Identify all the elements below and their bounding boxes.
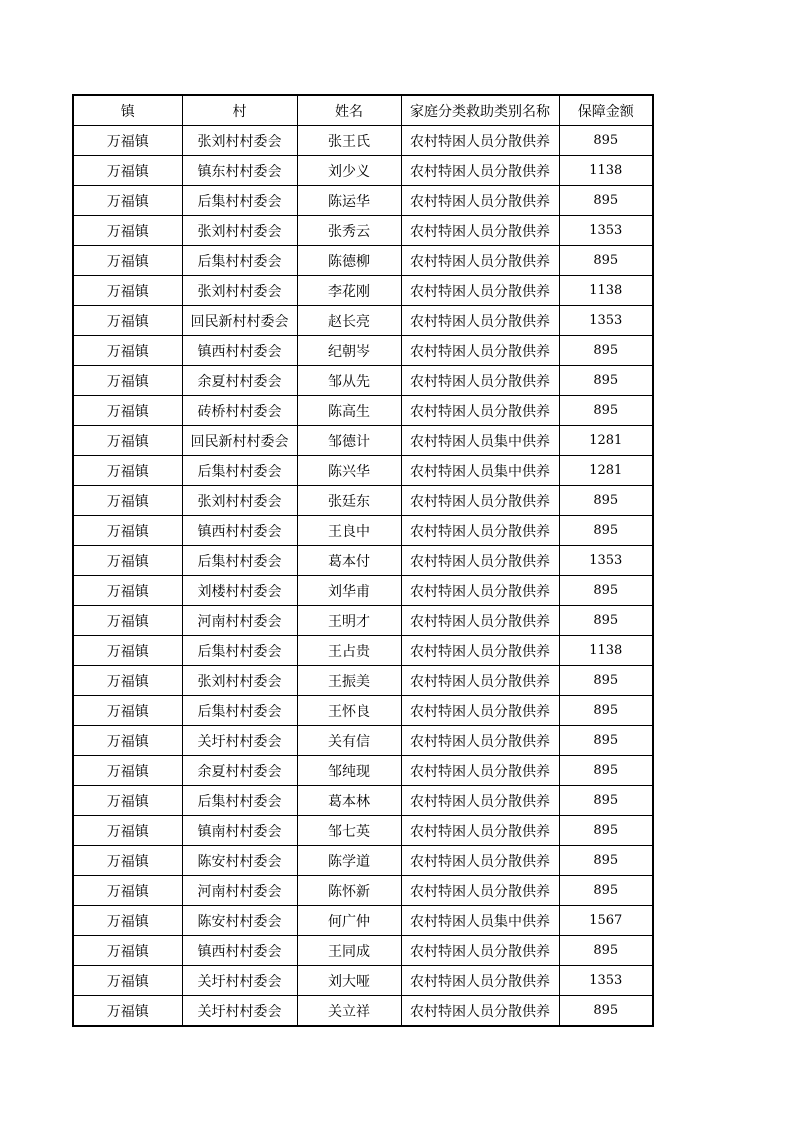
- cell-town: 万福镇: [73, 606, 182, 636]
- cell-category: 农村特困人员分散供养: [401, 666, 559, 696]
- cell-category: 农村特困人员分散供养: [401, 966, 559, 996]
- cell-name: 关立祥: [297, 996, 401, 1027]
- cell-village: 后集村村委会: [182, 696, 297, 726]
- cell-category: 农村特困人员分散供养: [401, 216, 559, 246]
- cell-name: 陈怀新: [297, 876, 401, 906]
- cell-town: 万福镇: [73, 486, 182, 516]
- cell-town: 万福镇: [73, 756, 182, 786]
- cell-category: 农村特困人员分散供养: [401, 486, 559, 516]
- cell-town: 万福镇: [73, 516, 182, 546]
- cell-village: 陈安村村委会: [182, 906, 297, 936]
- table-row: [73, 486, 653, 516]
- cell-village: 河南村村委会: [182, 606, 297, 636]
- cell-village: 张刘村村委会: [182, 126, 297, 156]
- cell-amount: 1138: [559, 276, 653, 306]
- cell-name: 张王氏: [297, 126, 401, 156]
- table-row: [73, 426, 653, 456]
- cell-village: 张刘村村委会: [182, 666, 297, 696]
- cell-amount: 1353: [559, 966, 653, 996]
- cell-amount: 895: [559, 816, 653, 846]
- header-amount: 保障金额: [559, 95, 653, 126]
- cell-name: 刘华甫: [297, 576, 401, 606]
- cell-town: 万福镇: [73, 996, 182, 1027]
- table-row: [73, 666, 653, 696]
- cell-village: 陈安村村委会: [182, 846, 297, 876]
- cell-category: 农村特困人员分散供养: [401, 186, 559, 216]
- cell-village: 后集村村委会: [182, 456, 297, 486]
- cell-village: 后集村村委会: [182, 246, 297, 276]
- cell-amount: 895: [559, 366, 653, 396]
- cell-name: 王怀良: [297, 696, 401, 726]
- table-row: [73, 576, 653, 606]
- table-row: [73, 516, 653, 546]
- table-row: [73, 786, 653, 816]
- cell-category: 农村特困人员集中供养: [401, 906, 559, 936]
- cell-town: 万福镇: [73, 396, 182, 426]
- cell-town: 万福镇: [73, 696, 182, 726]
- table-header-row: [73, 95, 653, 126]
- table-row: [73, 396, 653, 426]
- cell-name: 刘大哑: [297, 966, 401, 996]
- cell-town: 万福镇: [73, 966, 182, 996]
- cell-name: 赵长亮: [297, 306, 401, 336]
- cell-category: 农村特困人员分散供养: [401, 696, 559, 726]
- table-row: [73, 636, 653, 666]
- cell-name: 张秀云: [297, 216, 401, 246]
- cell-name: 王同成: [297, 936, 401, 966]
- cell-amount: 895: [559, 876, 653, 906]
- cell-village: 回民新村村委会: [182, 306, 297, 336]
- cell-village: 镇西村村委会: [182, 936, 297, 966]
- cell-name: 邹纯现: [297, 756, 401, 786]
- table-row: [73, 156, 653, 186]
- cell-category: 农村特困人员分散供养: [401, 276, 559, 306]
- cell-village: 镇西村村委会: [182, 516, 297, 546]
- cell-amount: 895: [559, 846, 653, 876]
- cell-name: 葛本林: [297, 786, 401, 816]
- cell-amount: 895: [559, 486, 653, 516]
- cell-amount: 1138: [559, 156, 653, 186]
- cell-town: 万福镇: [73, 846, 182, 876]
- cell-village: 后集村村委会: [182, 636, 297, 666]
- cell-name: 王占贵: [297, 636, 401, 666]
- cell-town: 万福镇: [73, 666, 182, 696]
- cell-name: 张廷东: [297, 486, 401, 516]
- cell-name: 陈学道: [297, 846, 401, 876]
- cell-category: 农村特困人员分散供养: [401, 336, 559, 366]
- cell-town: 万福镇: [73, 186, 182, 216]
- table-row: [73, 966, 653, 996]
- cell-amount: 895: [559, 576, 653, 606]
- cell-amount: 895: [559, 996, 653, 1027]
- table-row: [73, 336, 653, 366]
- table-row: [73, 546, 653, 576]
- table-row: [73, 216, 653, 246]
- cell-name: 邹七英: [297, 816, 401, 846]
- cell-amount: 895: [559, 726, 653, 756]
- cell-village: 回民新村村委会: [182, 426, 297, 456]
- table-row: [73, 816, 653, 846]
- table-row: [73, 756, 653, 786]
- header-name: 姓名: [297, 95, 401, 126]
- cell-category: 农村特困人员分散供养: [401, 516, 559, 546]
- cell-town: 万福镇: [73, 216, 182, 246]
- cell-category: 农村特困人员分散供养: [401, 246, 559, 276]
- cell-amount: 895: [559, 126, 653, 156]
- cell-category: 农村特困人员分散供养: [401, 636, 559, 666]
- cell-name: 陈运华: [297, 186, 401, 216]
- cell-category: 农村特困人员分散供养: [401, 936, 559, 966]
- table-row: [73, 996, 653, 1027]
- cell-town: 万福镇: [73, 336, 182, 366]
- cell-amount: 1353: [559, 306, 653, 336]
- cell-name: 陈德柳: [297, 246, 401, 276]
- table-row: [73, 936, 653, 966]
- cell-amount: 895: [559, 246, 653, 276]
- cell-amount: 895: [559, 936, 653, 966]
- cell-village: 张刘村村委会: [182, 216, 297, 246]
- cell-category: 农村特困人员分散供养: [401, 846, 559, 876]
- cell-town: 万福镇: [73, 456, 182, 486]
- cell-village: 镇西村村委会: [182, 336, 297, 366]
- cell-name: 何广仲: [297, 906, 401, 936]
- cell-amount: 895: [559, 336, 653, 366]
- cell-category: 农村特困人员分散供养: [401, 546, 559, 576]
- cell-town: 万福镇: [73, 246, 182, 276]
- cell-category: 农村特困人员分散供养: [401, 396, 559, 426]
- cell-category: 农村特困人员分散供养: [401, 366, 559, 396]
- table-row: [73, 726, 653, 756]
- cell-town: 万福镇: [73, 936, 182, 966]
- cell-category: 农村特困人员分散供养: [401, 996, 559, 1027]
- cell-category: 农村特困人员分散供养: [401, 606, 559, 636]
- cell-amount: 1281: [559, 456, 653, 486]
- cell-amount: 895: [559, 606, 653, 636]
- cell-village: 河南村村委会: [182, 876, 297, 906]
- table-row: [73, 696, 653, 726]
- cell-name: 邹从先: [297, 366, 401, 396]
- cell-name: 李花刚: [297, 276, 401, 306]
- cell-category: 农村特困人员分散供养: [401, 576, 559, 606]
- cell-amount: 1353: [559, 546, 653, 576]
- cell-town: 万福镇: [73, 816, 182, 846]
- cell-category: 农村特困人员分散供养: [401, 156, 559, 186]
- table-row: [73, 306, 653, 336]
- cell-name: 陈高生: [297, 396, 401, 426]
- cell-town: 万福镇: [73, 876, 182, 906]
- cell-village: 刘楼村村委会: [182, 576, 297, 606]
- table-row: [73, 276, 653, 306]
- cell-village: 镇东村村委会: [182, 156, 297, 186]
- cell-category: 农村特困人员集中供养: [401, 456, 559, 486]
- cell-name: 陈兴华: [297, 456, 401, 486]
- cell-name: 葛本付: [297, 546, 401, 576]
- cell-amount: 1353: [559, 216, 653, 246]
- header-town: 镇: [73, 95, 182, 126]
- cell-town: 万福镇: [73, 366, 182, 396]
- header-village: 村: [182, 95, 297, 126]
- table-row: [73, 126, 653, 156]
- cell-category: 农村特困人员分散供养: [401, 816, 559, 846]
- cell-village: 砖桥村村委会: [182, 396, 297, 426]
- cell-amount: 895: [559, 396, 653, 426]
- cell-name: 纪朝岑: [297, 336, 401, 366]
- cell-name: 关有信: [297, 726, 401, 756]
- table-row: [73, 366, 653, 396]
- cell-name: 王明才: [297, 606, 401, 636]
- cell-town: 万福镇: [73, 426, 182, 456]
- cell-category: 农村特困人员集中供养: [401, 426, 559, 456]
- cell-name: 王振美: [297, 666, 401, 696]
- table-row: [73, 846, 653, 876]
- cell-village: 关圩村村委会: [182, 966, 297, 996]
- assistance-table: [72, 94, 654, 1027]
- cell-village: 关圩村村委会: [182, 996, 297, 1027]
- cell-town: 万福镇: [73, 726, 182, 756]
- cell-amount: 895: [559, 786, 653, 816]
- cell-amount: 1281: [559, 426, 653, 456]
- cell-village: 余夏村村委会: [182, 366, 297, 396]
- cell-amount: 1138: [559, 636, 653, 666]
- table-row: [73, 606, 653, 636]
- cell-town: 万福镇: [73, 786, 182, 816]
- cell-town: 万福镇: [73, 576, 182, 606]
- cell-town: 万福镇: [73, 306, 182, 336]
- cell-village: 张刘村村委会: [182, 486, 297, 516]
- cell-village: 镇南村村委会: [182, 816, 297, 846]
- header-category: 家庭分类救助类别名称: [401, 95, 559, 126]
- cell-village: 余夏村村委会: [182, 756, 297, 786]
- cell-village: 关圩村村委会: [182, 726, 297, 756]
- cell-village: 后集村村委会: [182, 186, 297, 216]
- cell-name: 刘少义: [297, 156, 401, 186]
- cell-town: 万福镇: [73, 546, 182, 576]
- cell-town: 万福镇: [73, 636, 182, 666]
- cell-town: 万福镇: [73, 126, 182, 156]
- cell-amount: 895: [559, 516, 653, 546]
- table-row: [73, 186, 653, 216]
- cell-category: 农村特困人员分散供养: [401, 726, 559, 756]
- table-body: [73, 126, 653, 1027]
- table-row: [73, 906, 653, 936]
- table-row: [73, 456, 653, 486]
- cell-town: 万福镇: [73, 906, 182, 936]
- cell-amount: 895: [559, 186, 653, 216]
- cell-category: 农村特困人员分散供养: [401, 876, 559, 906]
- table-row: [73, 876, 653, 906]
- cell-village: 张刘村村委会: [182, 276, 297, 306]
- cell-name: 邹德计: [297, 426, 401, 456]
- table-row: [73, 246, 653, 276]
- cell-village: 后集村村委会: [182, 786, 297, 816]
- cell-category: 农村特困人员分散供养: [401, 756, 559, 786]
- cell-category: 农村特困人员分散供养: [401, 126, 559, 156]
- cell-category: 农村特困人员分散供养: [401, 786, 559, 816]
- cell-town: 万福镇: [73, 276, 182, 306]
- cell-amount: 895: [559, 666, 653, 696]
- cell-amount: 895: [559, 756, 653, 786]
- cell-category: 农村特困人员分散供养: [401, 306, 559, 336]
- cell-amount: 1567: [559, 906, 653, 936]
- cell-amount: 895: [559, 696, 653, 726]
- cell-town: 万福镇: [73, 156, 182, 186]
- cell-name: 王良中: [297, 516, 401, 546]
- cell-village: 后集村村委会: [182, 546, 297, 576]
